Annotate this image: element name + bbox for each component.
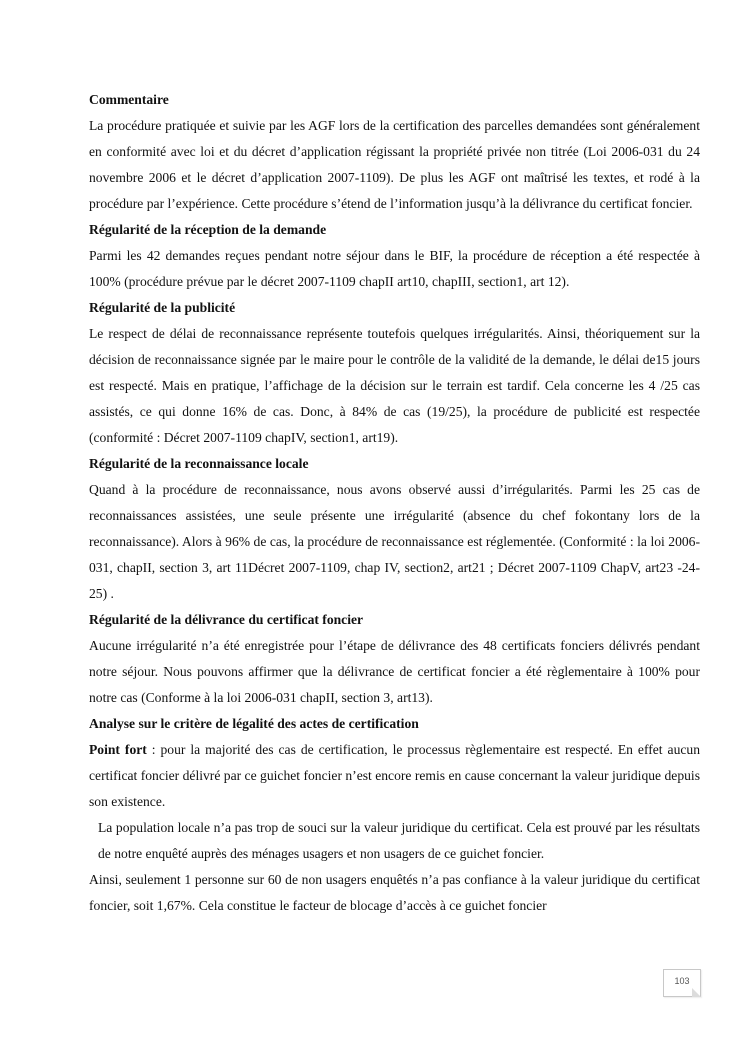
heading-delivrance: Régularité de la délivrance du certificat foncier <box>89 612 364 627</box>
heading-reception: Régularité de la réception de la demande <box>89 222 327 237</box>
paragraph-publicite: Le respect de délai de reconnaissance représente toutefois quelques irrégularités. Ainsi, théoriquement sur la décision de reconnaissance signée par le maire pour le contrôle de la validité de la demande, le délai de15 jours est respecté. Mais en pratique, l’affichage de la décision sur le terrain est tardif. Cela concerne les 4 /25 cas assistés, ce qui donne 16% de cas. Donc, à 84% de cas (19/25), la procédure de publicité est respectée (conformité : Décret 2007-1109 chapIV, section1, art19). <box>89 326 700 445</box>
paragraph-delivrance: Aucune irrégularité n’a été enregistrée pour l’étape de délivrance des 48 certificats fonciers délivrés pendant notre séjour. Nous pouvons affirmer que la délivrance de certificat foncier a été règlementaire à 100% pour notre cas (Conforme à la loi 2006-031 chapII, section 3, art13). <box>89 638 700 705</box>
page-corner-fold <box>692 988 701 997</box>
document-body <box>89 87 700 919</box>
paragraph-point-fort <box>89 737 700 815</box>
point-fort-label: Point fort <box>89 742 147 757</box>
heading-commentaire: Commentaire <box>89 92 169 107</box>
heading-publicite: Régularité de la publicité <box>89 300 236 315</box>
heading-reconnaissance: Régularité de la reconnaissance locale <box>89 456 309 471</box>
heading-analyse-legalite: Analyse sur le critère de légalité des actes de certification <box>89 716 419 731</box>
paragraph-population-locale: La population locale n’a pas trop de souci sur la valeur juridique du certificat. Cela est prouvé par les résultats de notre enquêté auprès des ménages usagers et non usagers de ce guichet foncier. <box>98 820 700 861</box>
point-fort-text: : pour la majorité des cas de certification, le processus règlementaire est respecté. En effet aucun certificat foncier délivré par ce guichet foncier n’est encore remis en cause concernant la valeur juridique depuis son existence. <box>89 742 700 809</box>
page-number: 103 <box>674 976 690 986</box>
paragraph-reception: Parmi les 42 demandes reçues pendant notre séjour dans le BIF, la procédure de réception a été respectée à 100% (procédure prévue par le décret 2007-1109 chapII art10, chapIII, section1, art 12). <box>89 248 700 289</box>
paragraph-reconnaissance: Quand à la procédure de reconnaissance, nous avons observé aussi d’irrégularités. Parmi les 25 cas de reconnaissances assistées, une seule présente une irrégularité (absence du chef fokontany lors de la reconnaissance). Alors à 96% de cas, la procédure de reconnaissance est réglementée. (Conformité : la loi 2006-031, chapII, section 3, art 11Décret 2007-1109, chap IV, section2, art21 ; Décret 2007-1109 ChapV, art23 -24-25) . <box>89 482 700 601</box>
page-number-box <box>663 969 701 997</box>
paragraph-final: Ainsi, seulement 1 personne sur 60 de non usagers enquêtés n’a pas confiance à la valeur juridique du certificat foncier, soit 1,67%. Cela constitue le facteur de blocage d’accès à ce guichet foncier <box>89 872 700 913</box>
paragraph-commentaire: La procédure pratiquée et suivie par les AGF lors de la certification des parcelles demandées sont généralement en conformité avec loi et du décret d’application régissant la propriété privée non titrée (Loi 2006-031 du 24 novembre 2006 et le décret d’application 2007-1109). De plus les AGF ont maîtrisé les textes, et rodé à la procédure par l’expérience. Cette procédure s’étend de l’information jusqu’à la délivrance du certificat foncier. <box>89 118 700 211</box>
